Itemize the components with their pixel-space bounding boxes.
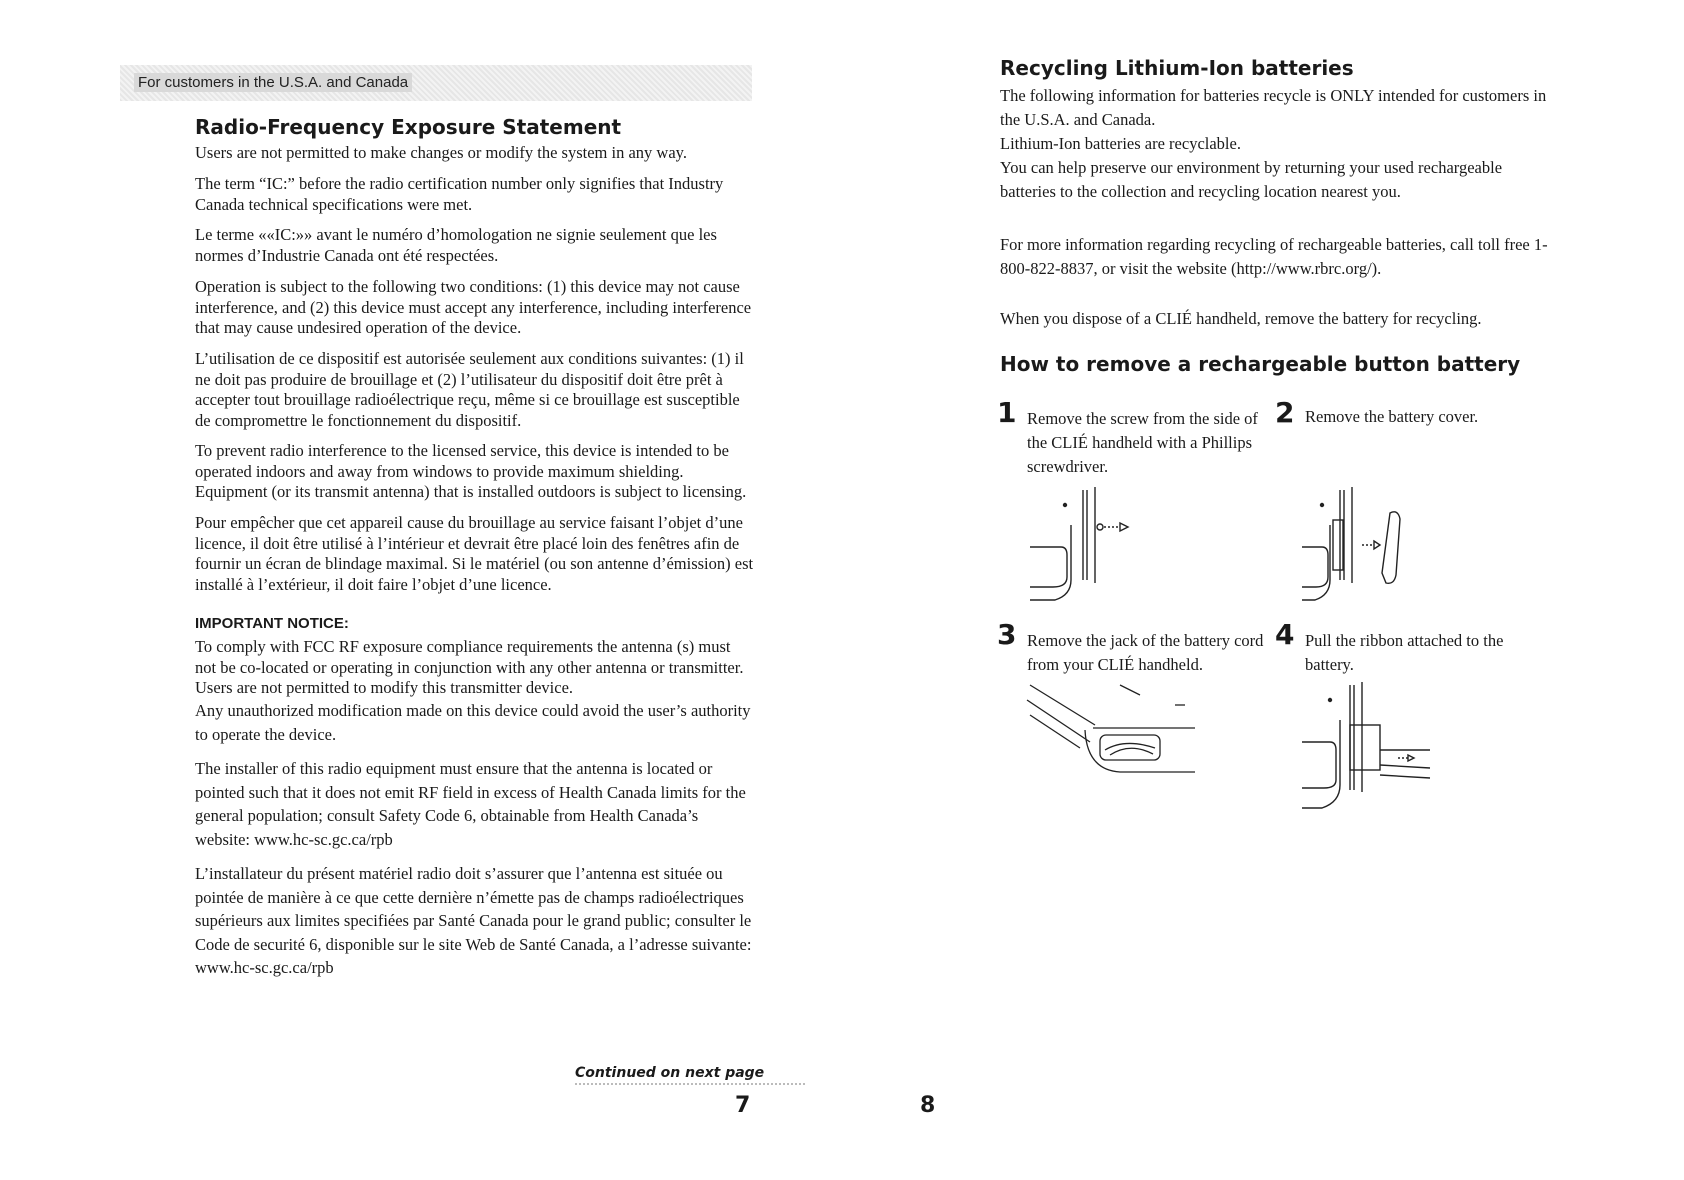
recycling-contact: For more information regarding recycling of rechargeable batteries, call toll free 1-800-822-8837, or visit the website (http://www.rbrc.org/). xyxy=(1000,235,1548,278)
step-3-number: 3 xyxy=(997,618,1017,651)
paragraph-5: L’utilisation de ce dispositif est autorisée seulement aux conditions suivantes: (1) il ne doit pas produire de brouillage et (2) l’utilisateur du dispositif doit être prêt à accepter tout brouillage radioélectrique reçu, même si ce brouillage est susceptible de compromettre le fonctionnement du dispositif. xyxy=(195,349,744,430)
paragraph-2: The term “IC:” before the radio certification number only signifies that Industry Canada technical specifications were met. xyxy=(195,174,724,214)
recycling-dispose: When you dispose of a CLIÉ handheld, remove the battery for recycling. xyxy=(1000,309,1482,328)
paragraph-7: Pour empêcher que cet appareil cause du brouillage au service faisant l’objet d’une licence, il doit être utilisé à l’intérieur et devrait être placé loin des fenêtres afin de fournir un écran de blindage maximal. Si le matériel (ou son antenne d’émission) est installé à l’extérieur, il doit faire l’objet d’une licence. xyxy=(195,513,754,594)
installer-english: The installer of this radio equipment must ensure that the antenna is located or pointed such that it does not emit RF field in excess of Health Canada limits for the general population; consult Safety Code 6, obtainable from Health Canada’s website: www.hc-sc.gc.ca/rpb xyxy=(195,759,746,849)
figure-remove-jack xyxy=(1025,680,1205,780)
step-1-number: 1 xyxy=(997,396,1017,429)
page-number-left: 7 xyxy=(735,1093,751,1118)
step-1-text: Remove the screw from the side of the CLIÉ handheld with a Phillips screwdriver. xyxy=(1027,409,1258,476)
paragraph-1: Users are not permitted to make changes or modify the system in any way. xyxy=(195,143,687,162)
rf-exposure-heading: Radio-Frequency Exposure Statement xyxy=(195,115,622,139)
paragraph-3: Le terme ««IC:»» avant le numéro d’homologation ne signie seulement que les normes d’Industrie Canada ont été respectées. xyxy=(195,225,717,265)
paragraph-6: To prevent radio interference to the licensed service, this device is intended to be operated indoors and away from windows to provide maximum shielding. Equipment (or its transmit antenna) that is installed outdoors is subject to licensing. xyxy=(195,441,747,501)
howto-heading: How to remove a rechargeable button battery xyxy=(1000,352,1521,376)
step-2-number: 2 xyxy=(1275,396,1295,429)
recycling-heading: Recycling Lithium-Ion batteries xyxy=(1000,56,1354,80)
installer-french: L’installateur du présent matériel radio doit s’assurer que l’antenna est située ou pointée de manière à ce que cette dernière n’émette pas de champs radioélectriques supérieurs aux limites specifiées par Santé Canada pour le grand public; consulter le Code de securité 6, disponible sur le site Web de Santé Canada, a l’adresse suivante: www.hc-sc.gc.ca/rpb xyxy=(195,864,752,977)
step-3-text: Remove the jack of the battery cord from your CLIÉ handheld. xyxy=(1027,631,1264,674)
figure-remove-cover xyxy=(1300,485,1430,610)
page-number-right: 8 xyxy=(920,1093,936,1118)
step-4-number: 4 xyxy=(1275,618,1295,651)
figure-remove-screw xyxy=(1025,485,1155,610)
figure-pull-ribbon xyxy=(1300,680,1440,815)
section-band-label: For customers in the U.S.A. and Canada xyxy=(134,73,412,92)
recycling-intro: The following information for batteries recycle is ONLY intended for customers in the U.S.A. and Canada. Lithium-Ion batteries are recyclable. You can help preserve our environment by returning your used rechargeable batteries to the collection and recycling location nearest you. xyxy=(1000,86,1547,201)
continued-note: Continued on next page xyxy=(575,1065,765,1081)
step-2-text: Remove the battery cover. xyxy=(1305,407,1479,426)
dotted-rule xyxy=(575,1083,805,1089)
important-notice-text: To comply with FCC RF exposure compliance requirements the antenna (s) must not be co-located or operating in conjunction with any other antenna or transmitter. Users are not permitted to modify this transmitter device. Any unauthorized modification made on this device could avoid the user’s authority to operate the device. xyxy=(195,637,751,744)
important-notice-label: IMPORTANT NOTICE: xyxy=(195,615,349,632)
step-4-text: Pull the ribbon attached to the battery. xyxy=(1305,631,1504,674)
paragraph-4: Operation is subject to the following two conditions: (1) this device may not cause interference, and (2) this device must accept any interference, including interference that may cause undesired operation of the device. xyxy=(195,277,752,337)
